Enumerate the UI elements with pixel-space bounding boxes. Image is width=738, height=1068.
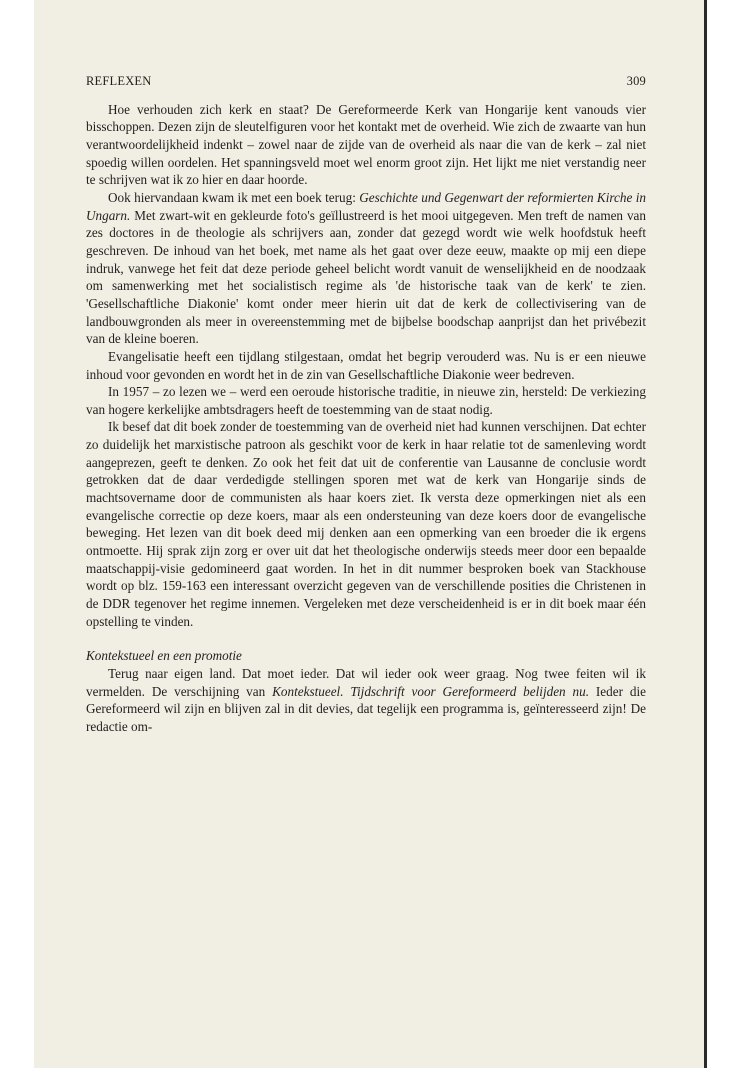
paragraph-6 <box>86 665 646 736</box>
paragraph-2-text-b: Met zwart-wit en gekleurde foto's geïllustreerd is het mooi uitgegeven. Men treft de namen van zes doctores in de theologie als schrijvers aan, zonder dat gezegd wordt wie welk hoofdstuk heeft geschreven. De inhoud van het boek, met name als het gaat over deze eeuw, maakte op mij een diepe indruk, vanwege het feit dat deze periode geheel belicht wordt vanuit de wenselijkheid en de noodzaak om samenwerking met het socialistisch regime als 'de historische taak van de kerk' te zien. 'Gesellschaftliche Diakonie' komt onder meer hierin uit dat de kerk de collectivisering van de landbouwgronden als meer in overeenstemming met de bijbelse boodschap aanprijst dan het privébezit van de kleine boeren. <box>86 207 646 347</box>
page-content <box>86 73 646 736</box>
section-heading: Kontekstueel en een promotie <box>86 648 242 664</box>
paragraph-5: Ik besef dat dit boek zonder de toestemming van de overheid niet had kunnen verschijnen. Dat echter zo duidelijk het marxistische patroon als geschikt voor de kerk in haar relatie tot de samenleving wordt aangeprezen, geeft te denken. Zo ook het feit dat uit de conferentie van Lausanne de conclusie wordt getrokken dat de daar verdedigde stellingen sporen met wat de kerk van Hongarije sinds de machtsovername door de communisten als haar koers ziet. Ik versta deze opmerkingen niet als een evangelische correctie op deze koers, maar als een ondersteuning van deze koers door de evangelische beweging. Het lezen van dit boek deed mij denken aan een opmerking van een broeder die ik ergens ontmoette. Hij sprak zijn zorg er over uit dat het theologische onderwijs steeds meer door een bepaalde maatschappij-visie gedomineerd gaat worden. In het in dit nummer besproken boek van Stackhouse wordt op blz. 159-163 een interessant overzicht gegeven van de verschillende posities die Christenen in de DDR tegenover het regime innemen. Vergeleken met deze verscheidenheid is er in dit boek maar één opstelling te vinden. <box>86 419 646 629</box>
paragraph-2-text-a: Ook hiervandaan kwam ik met een boek terug: <box>108 189 360 205</box>
page-number: 309 <box>626 74 646 88</box>
journal-title: Kontekstueel. Tijdschrift voor Gereformeerd belijden nu. <box>272 683 590 699</box>
scan-margin-right <box>704 0 738 1068</box>
book-page <box>34 0 704 1068</box>
paragraph-6-text-b: Ieder die Gereformeerd wil zijn en blijven zal in dit devies, dat tegelijk een programma is, geïnteresseerd zijn! De redactie om- <box>86 683 646 734</box>
book-title: Geschichte und Gegenwart der reformierten Kirche in Ungarn. <box>86 189 646 223</box>
paragraph-4: In 1957 – zo lezen we – werd een oeroude historische traditie, in nieuwe zin, hersteld: De verkiezing van hogere kerkelijke ambtsdragers heeft de toestemming van de staat nodig. <box>86 384 646 417</box>
paragraph-6-text-a: Terug naar eigen land. Dat moet ieder. Dat wil ieder ook weer graag. Nog twee feiten wil ik vermelden. De verschijning van <box>86 666 646 699</box>
running-title: REFLEXEN <box>86 74 152 88</box>
paragraph-3: Evangelisatie heeft een tijdlang stilgestaan, omdat het begrip verouderd was. Nu is er een nieuwe inhoud voor gevonden en wordt het in de zin van Gesellschaftliche Diakonie weer bedreven. <box>86 348 646 382</box>
paragraph-1: Hoe verhouden zich kerk en staat? De Gereformeerde Kerk van Hongarije kent vanouds vier bisschoppen. Dezen zijn de sleutelfiguren voor het kontakt met de overheid. Wie zich de zwaarte van hun verantwoordelijkheid indenkt – zowel naar de zijde van de overheid als naar die van de kerk – zal niet spoedig willen oordelen. Het spanningsveld moet wel enorm groot zijn. Het lijkt me niet verstandig neer te schrijven wat ik zo hier en daar hoorde. <box>86 101 646 188</box>
scan-margin-left <box>0 0 34 1068</box>
paragraph-2 <box>86 189 646 348</box>
running-header <box>86 73 646 91</box>
